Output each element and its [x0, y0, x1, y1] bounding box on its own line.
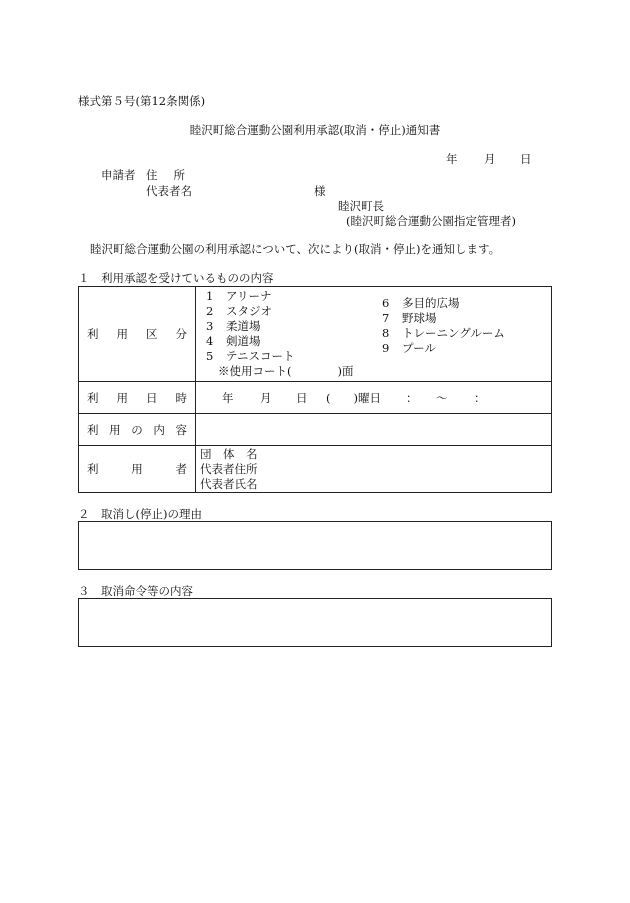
user-cell: [196, 446, 552, 493]
datetime-cell: [196, 382, 552, 414]
date-year: 年: [446, 152, 458, 166]
form-number: 様式第５号(第12条関係): [78, 94, 206, 108]
label-char: 区: [146, 327, 158, 341]
facility-item-4: 4 剣道場: [206, 334, 261, 348]
label-char: 利: [87, 327, 99, 341]
datetime-weekday: ( )曜日: [326, 391, 381, 405]
rep-name-label: 代表者氏名: [200, 477, 258, 491]
issuer-mayor: 睦沢町長: [338, 199, 384, 213]
date-day: 日: [520, 152, 532, 166]
datetime-label: [79, 390, 195, 406]
content-label: [79, 422, 195, 438]
label-char: 日: [146, 390, 158, 405]
address-label: 住所: [146, 168, 201, 182]
facility-cell: [196, 287, 552, 382]
label-char: 利: [87, 462, 99, 476]
court-note: ※使用コート( )面: [218, 364, 354, 378]
date-month: 月: [484, 152, 496, 166]
facility-item-2: 2 スタジオ: [206, 304, 272, 318]
datetime-month: 月: [260, 391, 272, 405]
section2-heading: ２ 取消し(停止)の理由: [78, 507, 202, 521]
datetime-label-cell: [79, 382, 196, 414]
applicant-label: 申請者: [101, 168, 136, 182]
section3-heading: ３ 取消命令等の内容: [78, 584, 193, 598]
facility-item-8: 8 トレーニングルーム: [382, 326, 505, 340]
datetime-colon-start: ：: [406, 391, 418, 405]
representative-label: 代表者名: [146, 184, 192, 198]
facility-item-9: 9 プール: [382, 341, 436, 355]
section1-heading: １ 利用承認を受けているものの内容: [78, 271, 274, 285]
content-label-cell: [79, 414, 196, 446]
datetime-colon-end: ：: [474, 391, 486, 405]
issuer-manager: (睦沢町総合運動公園指定管理者): [346, 214, 516, 228]
table-row: [79, 287, 552, 382]
datetime-tilde: 〜: [436, 391, 448, 405]
label-char: の: [131, 422, 143, 437]
date-line: [446, 153, 532, 167]
facility-item-5: 5 テニスコート: [206, 349, 295, 363]
label-char: 時: [175, 390, 187, 405]
label-char: 容: [175, 422, 187, 437]
label-char: 内: [153, 422, 165, 437]
label-char: 用: [116, 390, 128, 405]
facility-item-6: 6 多目的広場: [382, 296, 460, 310]
document-title: 睦沢町総合運動公園利用承認(取消・停止)通知書: [189, 123, 441, 137]
honorific: 様: [314, 184, 326, 198]
label-char: 者: [175, 462, 187, 476]
label-char: 利: [87, 390, 99, 405]
cancellation-reason-box: [78, 521, 552, 570]
facility-item-3: 3 柔道場: [206, 319, 261, 333]
datetime-day: 日: [296, 391, 308, 405]
user-label: [79, 461, 195, 477]
approval-content-table: [78, 286, 552, 493]
label-char: 分: [175, 327, 187, 341]
facility-label: [79, 326, 195, 342]
content-cell: [196, 414, 552, 446]
label-char: 用: [116, 327, 128, 341]
cancellation-order-box: [78, 598, 552, 647]
label-char: 用: [131, 462, 143, 476]
datetime-year: 年: [222, 391, 234, 405]
table-row: [79, 382, 552, 414]
rep-address-label: 代表者住所: [200, 462, 258, 476]
facility-item-1: 1 アリーナ: [206, 289, 272, 303]
table-row: [79, 414, 552, 446]
group-name-label: 団 体 名: [200, 447, 258, 461]
table-row: [79, 446, 552, 493]
intro-text: 睦沢町総合運動公園の利用承認について、次により(取消・停止)を通知します。: [90, 242, 501, 256]
label-char: 用: [109, 422, 121, 437]
label-char: 利: [87, 422, 99, 437]
facility-item-7: 7 野球場: [382, 311, 437, 325]
facility-label-cell: [79, 287, 196, 382]
user-label-cell: [79, 446, 196, 493]
